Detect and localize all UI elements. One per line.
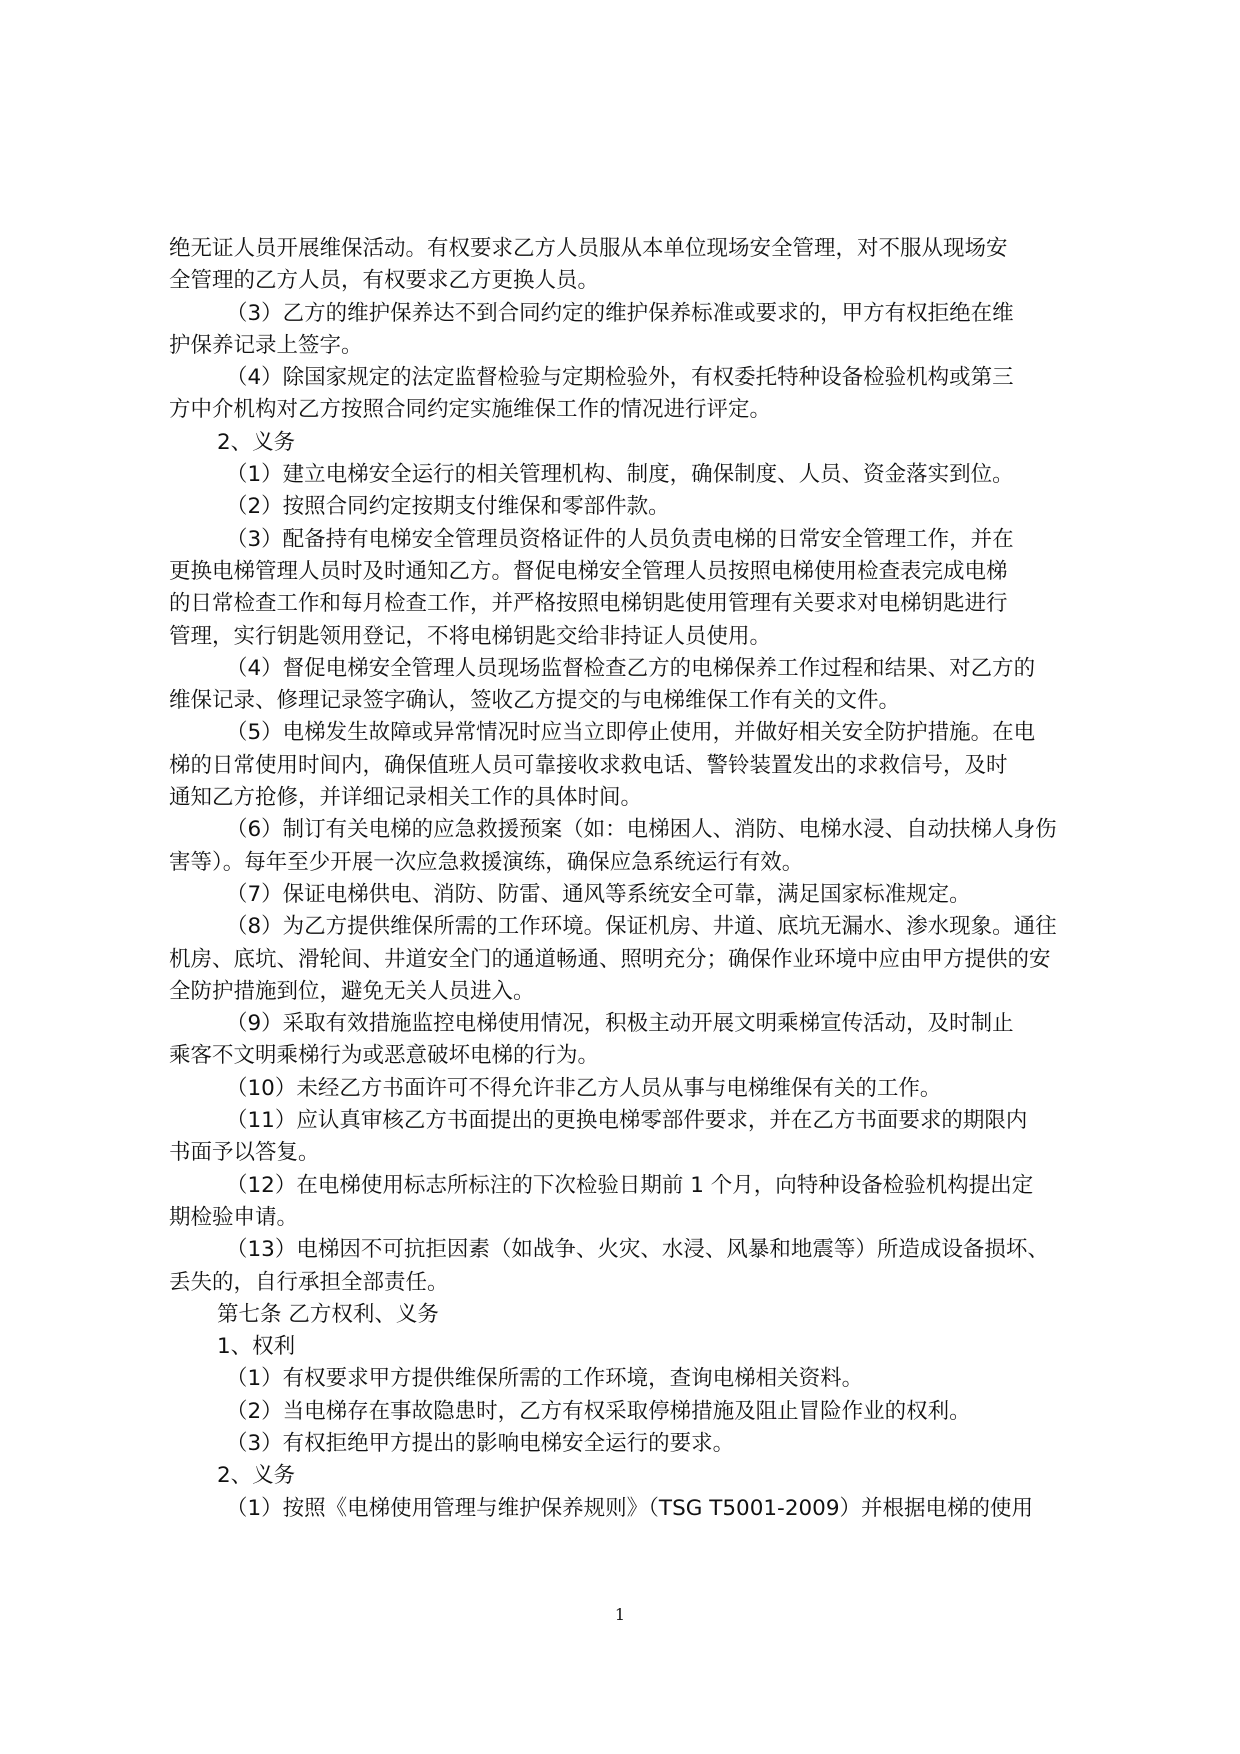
text-line: （3）乙方的维护保养达不到合同约定的维护保养标准或要求的，甲方有权拒绝在维 — [226, 300, 1014, 326]
text-line: （8）为乙方提供维保所需的工作环境。保证机房、井道、底坑无漏水、渗水现象。通往 — [226, 914, 1057, 940]
text-line: （3）配备持有电梯安全管理员资格证件的人员负责电梯的日常安全管理工作，并在 — [226, 526, 1014, 552]
text-line: 1、权利 — [217, 1334, 296, 1360]
text-line: 通知乙方抢修，并详细记录相关工作的具体时间。 — [169, 785, 643, 811]
page-number: 1 — [614, 1605, 626, 1624]
text-line: 2、义务 — [217, 429, 296, 455]
text-line: 机房、底坑、滑轮间、井道安全门的通道畅通、照明充分；确保作业环境中应由甲方提供的安 — [169, 946, 1051, 972]
text-line: （7）保证电梯供电、消防、防雷、通风等系统安全可靠，满足国家标准规定。 — [226, 881, 971, 907]
text-line: 害等）。每年至少开展一次应急救援演练，确保应急系统运行有效。 — [169, 849, 804, 875]
text-line: 的日常检查工作和每月检查工作，并严格按照电梯钥匙使用管理有关要求对电梯钥匙进行 — [169, 591, 1008, 617]
text-line: 丢失的，自行承担全部责任。 — [169, 1269, 449, 1295]
text-line: （1）按照《电梯使用管理与维护保养规则》（TSG T5001-2009）并根据电梯的使用 — [226, 1495, 1034, 1521]
text-line: （4）督促电梯安全管理人员现场监督检查乙方的电梯保养工作过程和结果、对乙方的 — [226, 655, 1036, 681]
text-line: （10）未经乙方书面许可不得允许非乙方人员从事与电梯维保有关的工作。 — [226, 1075, 942, 1101]
document-body — [169, 233, 1077, 1525]
text-line: 方中介机构对乙方按照合同约定实施维保工作的情况进行评定。 — [169, 397, 772, 423]
text-line: 维保记录、修理记录签字确认，签收乙方提交的与电梯维保工作有关的文件。 — [169, 688, 901, 714]
text-line: 更换电梯管理人员时及时通知乙方。督促电梯安全管理人员按照电梯使用检查表完成电梯 — [169, 558, 1008, 584]
text-line: （13）电梯因不可抗拒因素（如战争、火灾、水浸、风暴和地震等）所造成设备损坏、 — [226, 1237, 1049, 1263]
text-line: 护保养记录上签字。 — [169, 332, 363, 358]
text-line: 全防护措施到位，避免无关人员进入。 — [169, 978, 535, 1004]
text-line: 第七条 乙方权利、义务 — [217, 1301, 439, 1327]
text-line: 期检验申请。 — [169, 1204, 299, 1230]
text-line: 管理，实行钥匙领用登记，不将电梯钥匙交给非持证人员使用。 — [169, 623, 772, 649]
text-line: （2）按照合同约定按期支付维保和零部件款。 — [226, 494, 670, 520]
text-line: 全管理的乙方人员，有权要求乙方更换人员。 — [169, 268, 600, 294]
text-line: 书面予以答复。 — [169, 1140, 320, 1166]
text-line: （4）除国家规定的法定监督检验与定期检验外，有权委托特种设备检验机构或第三 — [226, 365, 1014, 391]
text-line: （1）有权要求甲方提供维保所需的工作环境，查询电梯相关资料。 — [226, 1366, 864, 1392]
text-line: （3）有权拒绝甲方提出的影响电梯安全运行的要求。 — [226, 1430, 735, 1456]
text-line: 乘客不文明乘梯行为或恶意破坏电梯的行为。 — [169, 1043, 600, 1069]
text-line: （2）当电梯存在事故隐患时，乙方有权采取停梯措施及阻止冒险作业的权利。 — [226, 1398, 971, 1424]
text-line: 梯的日常使用时间内，确保值班人员可靠接收求救电话、警铃装置发出的求救信号，及时 — [169, 752, 1008, 778]
text-line: （5）电梯发生故障或异常情况时应当立即停止使用，并做好相关安全防护措施。在电 — [226, 720, 1036, 746]
text-line: （11）应认真审核乙方书面提出的更换电梯零部件要求，并在乙方书面要求的期限内 — [226, 1108, 1028, 1134]
text-line: （12）在电梯使用标志所标注的下次检验日期前 1 个月，向特种设备检验机构提出定 — [226, 1172, 1034, 1198]
text-line: 绝无证人员开展维保活动。有权要求乙方人员服从本单位现场安全管理，对不服从现场安 — [169, 236, 1008, 261]
text-line: （9）采取有效措施监控电梯使用情况，积极主动开展文明乘梯宣传活动，及时制止 — [226, 1011, 1014, 1037]
text-line: （6）制订有关电梯的应急救援预案（如：电梯困人、消防、电梯水浸、自动扶梯人身伤 — [226, 817, 1057, 843]
text-line: 2、义务 — [217, 1463, 296, 1489]
text-line: （1）建立电梯安全运行的相关管理机构、制度，确保制度、人员、资金落实到位。 — [226, 462, 1014, 488]
